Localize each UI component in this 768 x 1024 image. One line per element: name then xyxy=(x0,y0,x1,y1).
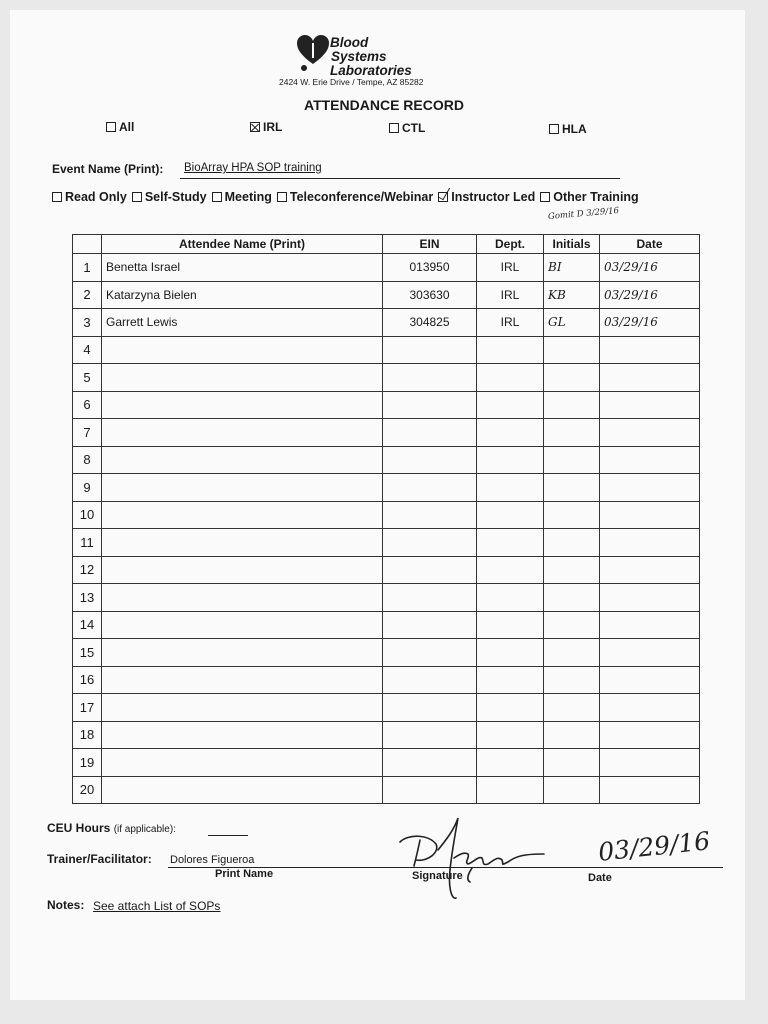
row-number-cell: 13 xyxy=(73,584,102,612)
initials-cell[interactable] xyxy=(544,584,600,612)
dept-cell[interactable]: IRL xyxy=(477,254,544,282)
notes-field[interactable]: See attach List of SOPs xyxy=(93,899,221,913)
attendee-name-cell[interactable] xyxy=(102,391,383,419)
company-name-line3: Laboratories xyxy=(330,63,412,78)
row-number-cell: 1 xyxy=(73,254,102,282)
type-checkbox-teleconference[interactable] xyxy=(277,190,433,204)
ein-cell[interactable] xyxy=(383,501,477,529)
attendee-name-cell[interactable] xyxy=(102,501,383,529)
trainer-name-field[interactable]: Dolores Figueroa xyxy=(170,854,255,866)
date-cell[interactable] xyxy=(600,694,700,722)
checkbox-icon[interactable] xyxy=(389,123,399,133)
row-number-cell: 14 xyxy=(73,611,102,639)
page-title: ATTENDANCE RECORD xyxy=(304,97,464,113)
date-cell[interactable] xyxy=(600,721,700,749)
attendee-name-cell[interactable] xyxy=(102,776,383,804)
table-row xyxy=(73,694,700,722)
attendee-name-cell[interactable] xyxy=(102,584,383,612)
dept-cell[interactable] xyxy=(477,391,544,419)
row-number-cell: 3 xyxy=(73,309,102,337)
date-cell[interactable] xyxy=(600,776,700,804)
attendee-name-cell[interactable] xyxy=(102,529,383,557)
col-header-name: Attendee Name (Print) xyxy=(102,235,383,254)
attendance-table xyxy=(72,234,700,804)
dept-cell[interactable] xyxy=(477,584,544,612)
initials-cell[interactable] xyxy=(544,776,600,804)
table-row xyxy=(73,419,700,447)
date-cell[interactable] xyxy=(600,364,700,392)
row-number-cell: 2 xyxy=(73,281,102,309)
table-row xyxy=(73,309,700,337)
attendee-name-cell[interactable] xyxy=(102,446,383,474)
table-row xyxy=(73,446,700,474)
row-number-cell: 16 xyxy=(73,666,102,694)
ein-cell[interactable] xyxy=(383,529,477,557)
attendee-name-cell[interactable] xyxy=(102,556,383,584)
signature-label: Signature xyxy=(412,870,463,882)
dept-cell[interactable] xyxy=(477,639,544,667)
date-cell[interactable] xyxy=(600,556,700,584)
col-header-number xyxy=(73,235,102,254)
company-name-line2: Systems xyxy=(331,49,387,64)
initials-cell[interactable]: BI xyxy=(544,254,600,282)
initials-cell[interactable] xyxy=(544,556,600,584)
dept-cell[interactable] xyxy=(477,529,544,557)
row-number-cell: 8 xyxy=(73,446,102,474)
ein-cell[interactable]: 304825 xyxy=(383,309,477,337)
table-row xyxy=(73,336,700,364)
dept-label: IRL xyxy=(263,120,283,134)
dept-cell[interactable] xyxy=(477,364,544,392)
initials-cell[interactable] xyxy=(544,419,600,447)
type-checkbox-other-training[interactable] xyxy=(540,190,638,204)
table-row xyxy=(73,584,700,612)
dept-cell[interactable]: IRL xyxy=(477,309,544,337)
dept-label: HLA xyxy=(562,122,587,136)
handwritten-instructor-note: Gomit D 3/29/16 xyxy=(547,205,620,223)
ceu-hours-note: (if applicable): xyxy=(113,824,176,835)
initials-cell[interactable] xyxy=(544,391,600,419)
col-header-ein: EIN xyxy=(383,235,477,254)
dept-cell[interactable] xyxy=(477,556,544,584)
table-row xyxy=(73,721,700,749)
checkbox-icon[interactable] xyxy=(132,192,142,202)
company-name-line1: Blood xyxy=(330,35,369,50)
table-row xyxy=(73,776,700,804)
ein-cell[interactable] xyxy=(383,639,477,667)
type-label: Read Only xyxy=(65,190,127,204)
ein-cell[interactable] xyxy=(383,584,477,612)
row-number-cell: 18 xyxy=(73,721,102,749)
initials-cell[interactable]: GL xyxy=(544,309,600,337)
initials-cell[interactable] xyxy=(544,529,600,557)
type-label: Other Training xyxy=(553,190,639,204)
ein-cell[interactable] xyxy=(383,776,477,804)
date-cell[interactable] xyxy=(600,611,700,639)
col-header-dept: Dept. xyxy=(477,235,544,254)
type-checkbox-self-study[interactable] xyxy=(132,190,207,204)
attendee-name-cell[interactable] xyxy=(102,721,383,749)
row-number-cell: 10 xyxy=(73,501,102,529)
attendee-name-cell[interactable] xyxy=(102,611,383,639)
ein-cell[interactable] xyxy=(383,364,477,392)
attendee-name-cell[interactable] xyxy=(102,419,383,447)
date-cell[interactable] xyxy=(600,391,700,419)
ceu-hours-text: CEU Hours xyxy=(47,821,111,835)
attendee-name-cell[interactable] xyxy=(102,666,383,694)
ein-cell[interactable] xyxy=(383,749,477,777)
attendee-name-cell[interactable] xyxy=(102,474,383,502)
dept-cell[interactable]: IRL xyxy=(477,281,544,309)
initials-cell[interactable] xyxy=(544,611,600,639)
table-body xyxy=(73,254,700,804)
checkbox-icon[interactable] xyxy=(540,192,550,202)
date-label: Date xyxy=(588,872,612,884)
blood-drop-heart-logo-icon xyxy=(296,34,330,72)
ein-cell[interactable] xyxy=(383,556,477,584)
date-cell[interactable] xyxy=(600,639,700,667)
dept-cell[interactable] xyxy=(477,666,544,694)
row-number-cell: 12 xyxy=(73,556,102,584)
checkmark-icon[interactable] xyxy=(438,192,448,202)
row-number-cell: 4 xyxy=(73,336,102,364)
ein-cell[interactable] xyxy=(383,666,477,694)
row-number-cell: 19 xyxy=(73,749,102,777)
dept-cell[interactable] xyxy=(477,721,544,749)
training-type-row xyxy=(52,190,732,204)
attendee-name-cell[interactable] xyxy=(102,336,383,364)
attendee-name-cell[interactable] xyxy=(102,639,383,667)
checkbox-icon[interactable] xyxy=(549,124,559,134)
form-sheet xyxy=(10,10,745,1000)
row-number-cell: 17 xyxy=(73,694,102,722)
dept-cell[interactable] xyxy=(477,474,544,502)
dept-cell[interactable] xyxy=(477,749,544,777)
attendee-name-cell[interactable]: Benetta Israel xyxy=(102,254,383,282)
initials-cell[interactable] xyxy=(544,364,600,392)
dept-checkbox-irl[interactable] xyxy=(250,120,282,134)
date-cell[interactable] xyxy=(600,666,700,694)
handwritten-signature xyxy=(398,810,548,905)
date-cell[interactable]: 03/29/16 xyxy=(600,254,700,282)
type-checkbox-read-only[interactable] xyxy=(52,190,127,204)
attendee-name-cell[interactable] xyxy=(102,364,383,392)
date-cell[interactable] xyxy=(600,474,700,502)
date-cell[interactable]: 03/29/16 xyxy=(600,281,700,309)
row-number-cell: 9 xyxy=(73,474,102,502)
row-number-cell: 6 xyxy=(73,391,102,419)
dept-cell[interactable] xyxy=(477,501,544,529)
notes-label: Notes: xyxy=(47,898,85,912)
table-row xyxy=(73,611,700,639)
dept-cell[interactable] xyxy=(477,336,544,364)
initials-cell[interactable] xyxy=(544,336,600,364)
ceu-hours-field[interactable] xyxy=(208,835,248,836)
ein-cell[interactable]: 013950 xyxy=(383,254,477,282)
row-number-cell: 20 xyxy=(73,776,102,804)
ceu-hours-label xyxy=(47,821,176,835)
initials-cell[interactable]: KB xyxy=(544,281,600,309)
table-row xyxy=(73,556,700,584)
date-cell[interactable] xyxy=(600,749,700,777)
date-cell[interactable] xyxy=(600,419,700,447)
ein-cell[interactable] xyxy=(383,391,477,419)
dept-checkbox-ctl[interactable] xyxy=(389,121,425,135)
ein-cell[interactable] xyxy=(383,694,477,722)
company-address: 2424 W. Erie Drive / Tempe, AZ 85282 xyxy=(279,77,424,87)
type-checkbox-meeting[interactable] xyxy=(212,190,272,204)
type-label: Teleconference/Webinar xyxy=(289,190,434,204)
row-number-cell: 15 xyxy=(73,639,102,667)
checkbox-icon[interactable] xyxy=(212,192,222,202)
type-checkbox-instructor-led[interactable] xyxy=(438,190,535,204)
ein-cell[interactable] xyxy=(383,721,477,749)
type-label: Self-Study xyxy=(144,190,207,204)
ein-cell[interactable] xyxy=(383,446,477,474)
type-label: Instructor Led xyxy=(451,190,536,204)
attendee-name-cell[interactable] xyxy=(102,694,383,722)
dept-cell[interactable] xyxy=(477,694,544,722)
initials-cell[interactable] xyxy=(544,446,600,474)
table-row xyxy=(73,639,700,667)
ein-cell[interactable] xyxy=(383,419,477,447)
dept-label: CTL xyxy=(402,121,426,135)
event-underline xyxy=(180,178,620,179)
table-row xyxy=(73,254,700,282)
table-row xyxy=(73,749,700,777)
date-cell[interactable] xyxy=(600,446,700,474)
company-name xyxy=(330,36,412,78)
checkbox-icon[interactable] xyxy=(106,122,116,132)
table-row xyxy=(73,364,700,392)
date-cell[interactable] xyxy=(600,584,700,612)
dept-cell[interactable] xyxy=(477,776,544,804)
table-row xyxy=(73,666,700,694)
dept-label: All xyxy=(119,120,135,134)
initials-cell[interactable] xyxy=(544,474,600,502)
dept-cell[interactable] xyxy=(477,419,544,447)
initials-cell[interactable] xyxy=(544,639,600,667)
table-header-row xyxy=(73,235,700,254)
row-number-cell: 5 xyxy=(73,364,102,392)
date-cell[interactable] xyxy=(600,529,700,557)
date-cell[interactable] xyxy=(600,336,700,364)
attendee-name-cell[interactable]: Katarzyna Bielen xyxy=(102,281,383,309)
table-row xyxy=(73,501,700,529)
type-label: Meeting xyxy=(224,190,272,204)
initials-cell[interactable] xyxy=(544,721,600,749)
checkbox-icon[interactable] xyxy=(52,192,62,202)
row-number-cell: 11 xyxy=(73,529,102,557)
initials-cell[interactable] xyxy=(544,749,600,777)
event-name-label: Event Name (Print): xyxy=(52,162,164,176)
table-row xyxy=(73,529,700,557)
table-row xyxy=(73,474,700,502)
print-name-label: Print Name xyxy=(215,868,274,880)
ein-cell[interactable] xyxy=(383,336,477,364)
trainer-label: Trainer/Facilitator: xyxy=(47,852,152,866)
col-header-date: Date xyxy=(600,235,700,254)
dept-checkbox-hla[interactable] xyxy=(549,122,587,136)
ein-cell[interactable]: 303630 xyxy=(383,281,477,309)
checked-box-icon[interactable] xyxy=(250,122,260,132)
handwritten-sign-date: 03/29/16 xyxy=(596,826,712,867)
ein-cell[interactable] xyxy=(383,611,477,639)
dept-checkbox-all[interactable] xyxy=(106,120,134,134)
checkbox-icon[interactable] xyxy=(277,192,287,202)
ein-cell[interactable] xyxy=(383,474,477,502)
row-number-cell: 7 xyxy=(73,419,102,447)
col-header-initials: Initials xyxy=(544,235,600,254)
attendee-name-cell[interactable] xyxy=(102,749,383,777)
date-cell[interactable]: 03/29/16 xyxy=(600,309,700,337)
table-row xyxy=(73,391,700,419)
initials-cell[interactable] xyxy=(544,694,600,722)
date-cell[interactable] xyxy=(600,501,700,529)
dept-cell[interactable] xyxy=(477,611,544,639)
initials-cell[interactable] xyxy=(544,501,600,529)
dept-cell[interactable] xyxy=(477,446,544,474)
table-row xyxy=(73,281,700,309)
event-name-field[interactable]: BioArray HPA SOP training xyxy=(184,162,322,174)
attendee-name-cell[interactable]: Garrett Lewis xyxy=(102,309,383,337)
initials-cell[interactable] xyxy=(544,666,600,694)
